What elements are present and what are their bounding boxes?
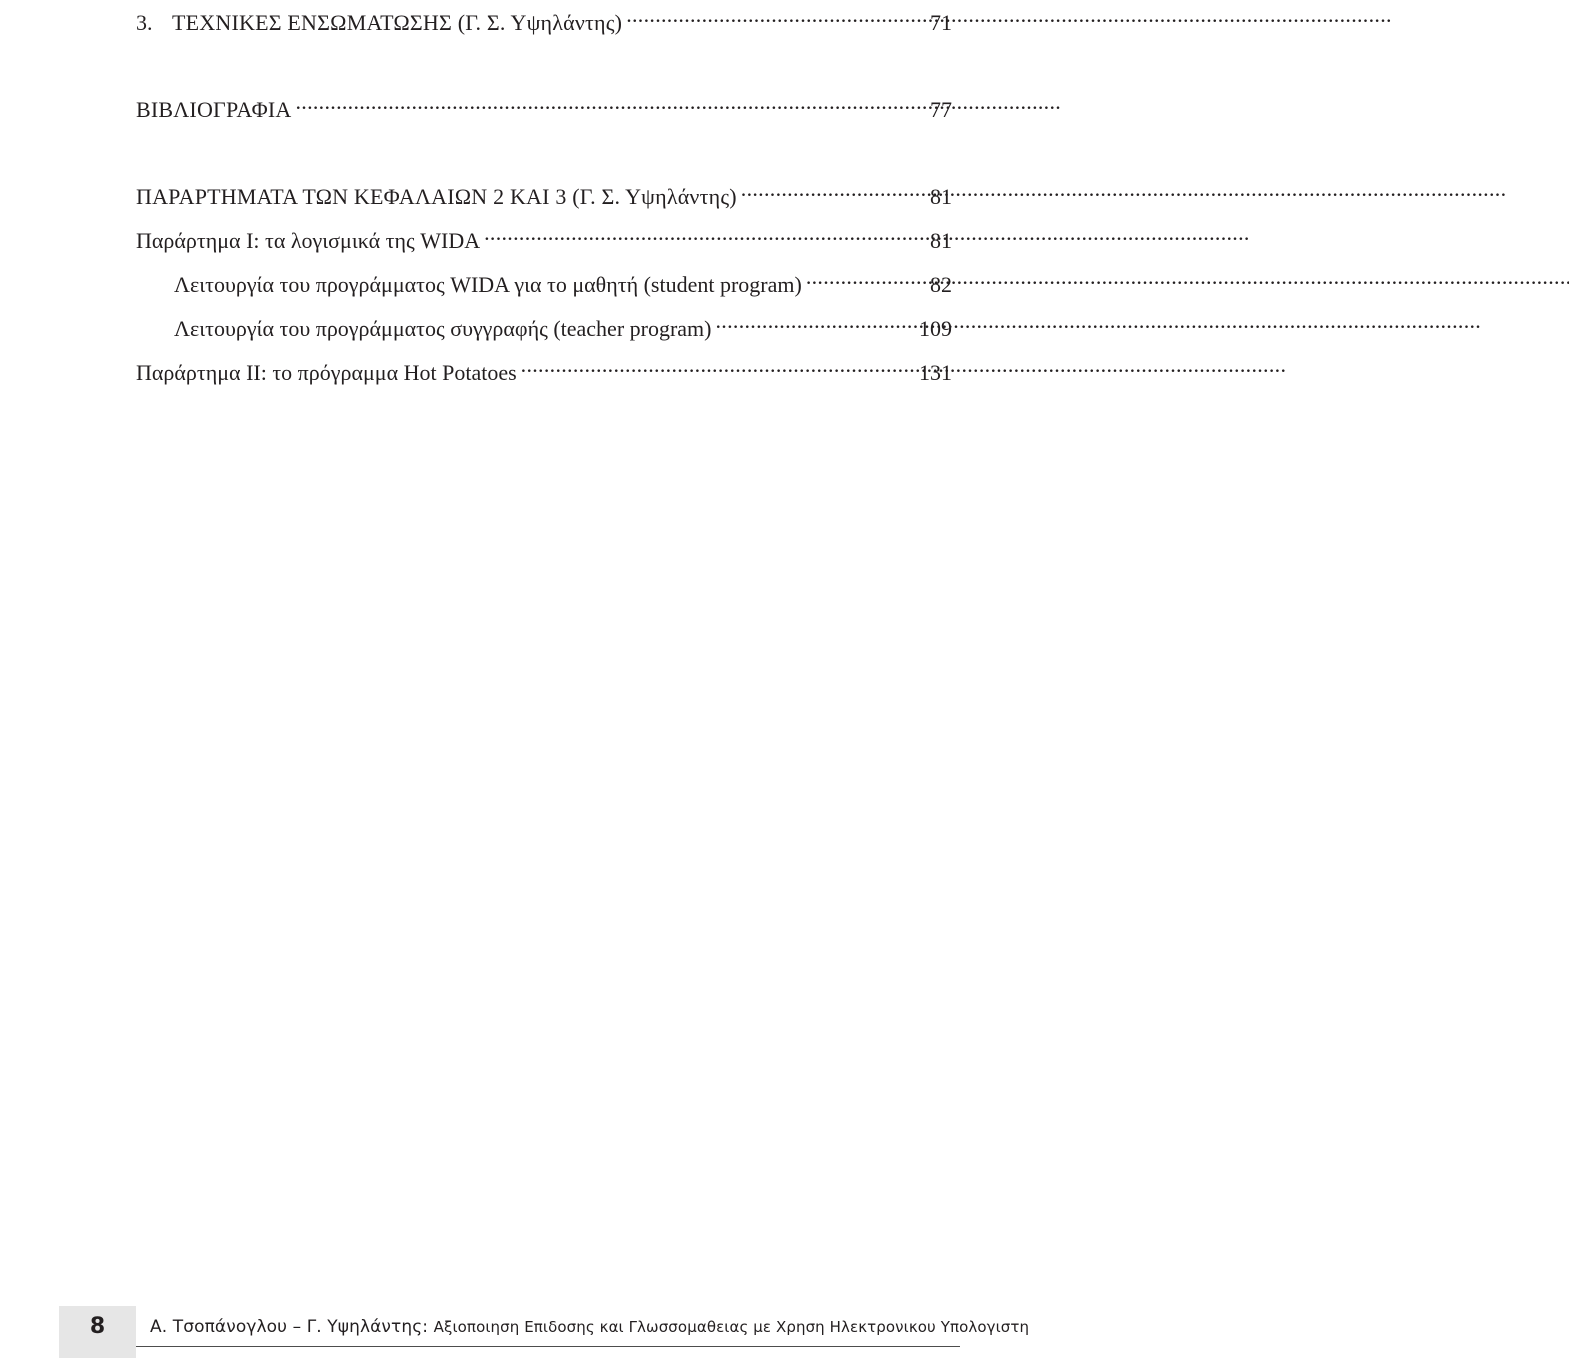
toc-entry-page: 109 <box>919 316 952 341</box>
page-number-box <box>59 1306 136 1358</box>
toc-entry-appendix-1[interactable] <box>136 218 952 253</box>
toc-entry-page: 81 <box>930 228 952 253</box>
toc-entry-number: 3. <box>136 10 153 35</box>
toc-entry-page: 77 <box>930 97 952 122</box>
page-footer <box>0 1306 1030 1360</box>
dot-leader <box>521 350 915 380</box>
dot-leader <box>484 218 926 248</box>
running-footer <box>150 1317 1029 1337</box>
toc-entry-title: Λειτουργία του προγράμματος WIDA για το μαθητή (student program) <box>174 272 802 297</box>
footer-rule <box>136 1346 960 1347</box>
dot-leader <box>806 262 926 292</box>
toc-entry-title: ΠΑΡΑΡΤΗΜΑΤΑ ΤΩΝ ΚΕΦΑΛΑΙΩΝ 2 ΚΑΙ 3 (Γ. Σ. Υψηλάντης) <box>136 184 737 209</box>
toc-entry-title: ΤΕΧΝΙΚΕΣ ΕΝΣΩΜΑΤΩΣΗΣ (Γ. Σ. Υψηλάντης) <box>172 10 623 35</box>
toc-entry-page: 131 <box>919 360 952 385</box>
footer-book-title: Αξιοποιηση Επιδοσης και Γλωσσομαθειας με Χρηση Ηλεκτρονικου Υπολογιστη <box>433 1318 1030 1336</box>
toc-entry-page: 82 <box>930 272 952 297</box>
toc-entry-appendices[interactable] <box>136 174 952 209</box>
toc-entry-chapter-3[interactable] <box>136 0 952 35</box>
toc-entry-bibliography[interactable] <box>136 87 952 122</box>
dot-leader <box>626 0 926 30</box>
toc-entry-page: 71 <box>930 10 952 35</box>
dot-leader <box>741 174 926 204</box>
toc-entry-teacher-program[interactable] <box>174 306 952 341</box>
toc-entry-student-program[interactable] <box>174 262 952 297</box>
page-number: 8 <box>89 1314 106 1339</box>
dot-leader <box>295 87 926 117</box>
toc-entry-page: 81 <box>930 184 952 209</box>
footer-authors: Α. Τσοπάνογλου – Γ. Υψηλάντης: <box>150 1317 429 1337</box>
toc-entry-appendix-2[interactable] <box>136 350 952 385</box>
toc-entry-title: ΒΙΒΛΙΟΓΡΑΦΙΑ <box>136 97 292 122</box>
toc-entry-title: Παράρτημα Ι: τα λογισμικά της WIDA <box>136 228 481 253</box>
toc-entry-title: Παράρτημα ΙΙ: το πρόγραμμα Hot Potatoes <box>136 360 517 385</box>
dot-leader <box>716 306 916 336</box>
toc-entry-title: Λειτουργία του προγράμματος συγγραφής (teacher program) <box>174 316 712 341</box>
